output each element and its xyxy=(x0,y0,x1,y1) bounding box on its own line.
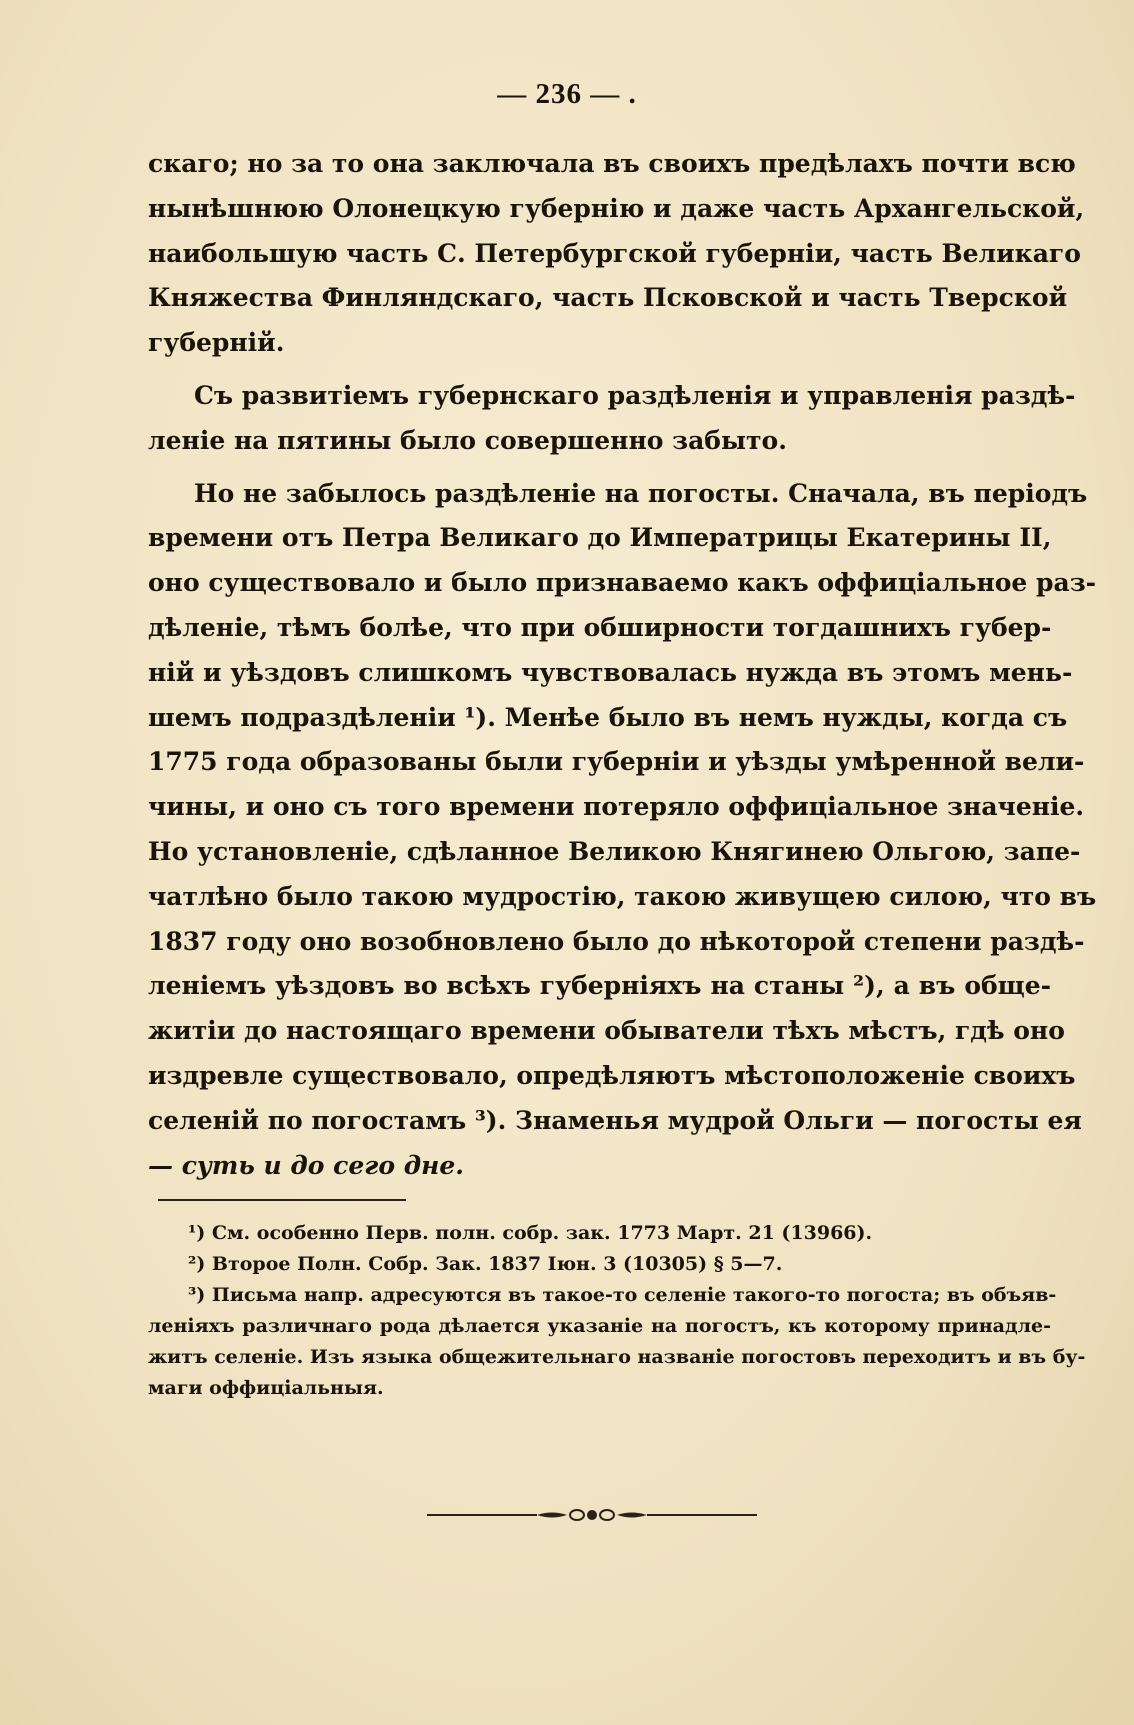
text-line: 1837 году оно возобновлено было до нѣкоторой степени раздѣ- xyxy=(148,926,1085,956)
text-line: ній и уѣздовъ слишкомъ чувствовалась нужда въ этомъ мень- xyxy=(148,657,1073,687)
text-line: леніемъ уѣздовъ во всѣхъ губерніяхъ на станы ²), а въ обще- xyxy=(148,971,1051,1001)
footnote-3: ³) Письма напр. адресуются въ такое-то селеніе такого-то погоста; въ объяв- xyxy=(188,1284,1057,1306)
text-line: чатлѣно было такою мудростію, такою живущею силою, что въ xyxy=(148,881,1097,911)
text-line: времени отъ Петра Великаго до Императрицы Екатерины II, xyxy=(148,523,1052,553)
text-line: чины, и оно съ того времени потеряло оффиціальное значеніе. xyxy=(148,792,1085,822)
footnote-2: ²) Второе Полн. Собр. Зак. 1837 Іюн. 3 (10305) § 5—7. xyxy=(188,1253,783,1275)
text-line: скаго; но за то она заключала въ своихъ предѣлахъ почти всю xyxy=(148,149,1076,178)
text-line: селеній по погостамъ ³). Знаменья мудрой Ольги — погосты ея xyxy=(148,1105,1082,1135)
text-line: оно существовало и было признаваемо какъ оффиціальное раз- xyxy=(148,568,1097,598)
text-line: губерній. xyxy=(148,328,285,358)
text-line: шемъ подраздѣленіи ¹). Менѣе было въ немъ нужды, когда съ xyxy=(148,702,1068,732)
text-line: Съ развитіемъ губернскаго раздѣленія и управленія раздѣ- xyxy=(194,380,1076,410)
text-line: издревле существовало, опредѣляютъ мѣстоположеніе своихъ xyxy=(148,1060,1076,1090)
footnotes xyxy=(148,1218,1086,1404)
text-line: Но не забылось раздѣленіе на погосты. Сначала, въ періодъ xyxy=(194,478,1088,508)
text-line: наибольшую часть С. Петербургской губерніи, часть Великаго xyxy=(148,238,1081,268)
footnote-1: ¹) См. особенно Перв. полн. собр. зак. 1773 Март. 21 (13966). xyxy=(188,1222,873,1244)
ornament-divider xyxy=(427,1503,757,1527)
page-number-header: — 236 — . xyxy=(497,78,637,110)
footnote-3-cont: леніяхъ различнаго рода дѣлается указаніе на погостъ, къ которому принадле- xyxy=(148,1315,1051,1337)
text-line: Но установленіе, сдѣланное Великою Княгинею Ольгою, запе- xyxy=(148,836,1081,866)
footnote-3-cont: маги оффиціальныя. xyxy=(148,1377,384,1399)
text-line: Княжества Финляндскаго, часть Псковской и часть Тверской xyxy=(148,283,1068,313)
text-line: житіи до настоящаго времени обыватели тѣхъ мѣстъ, гдѣ оно xyxy=(148,1016,1065,1046)
text-line: — суть и до сего дне. xyxy=(148,1150,464,1180)
footnote-3-cont: житъ селеніе. Изъ языка общежительнаго названіе погостовъ переходитъ и въ бу- xyxy=(148,1346,1086,1368)
footnote-rule xyxy=(158,1199,406,1201)
text-line: леніе на пятины было совершенно забыто. xyxy=(148,425,787,455)
main-text xyxy=(148,142,1097,1188)
text-line: нынѣшнюю Олонецкую губернію и даже часть Архангельской, xyxy=(148,193,1085,223)
text-line: 1775 года образованы были губерніи и уѣзды умѣренной вели- xyxy=(148,747,1085,777)
text-line: дѣленіе, тѣмъ болѣе, что при обширности тогдашнихъ губер- xyxy=(148,612,1052,642)
